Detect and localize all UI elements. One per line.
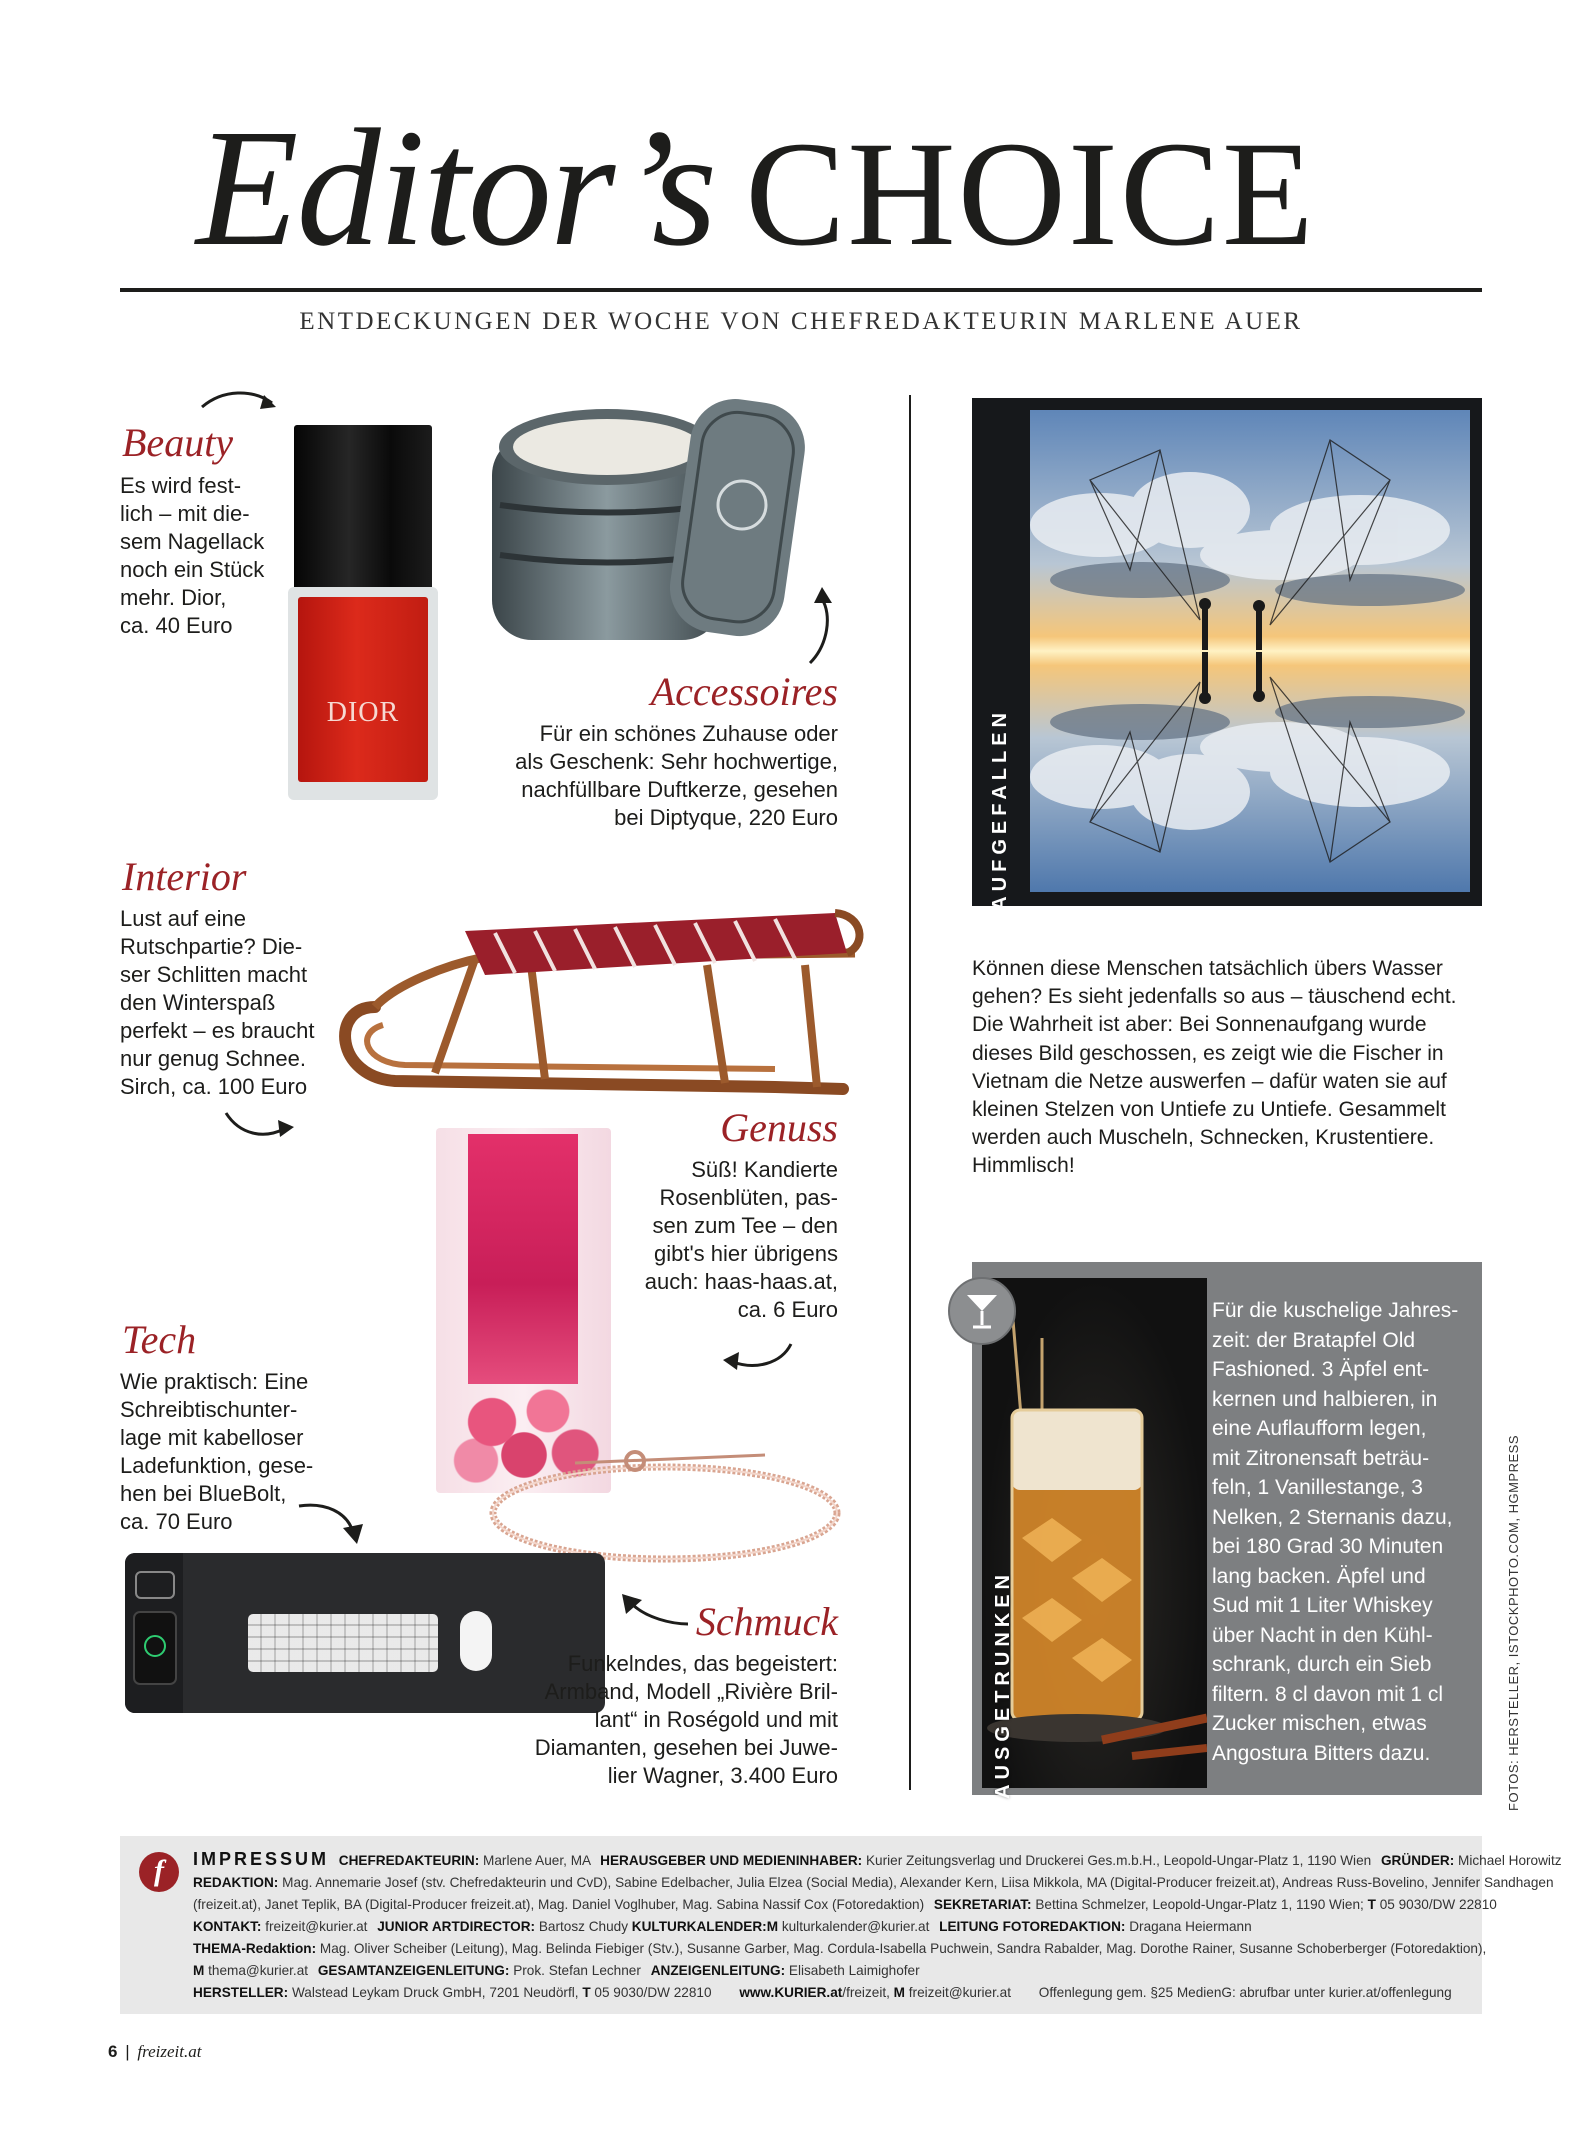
genuss-text — [620, 1156, 838, 1324]
polish-cap — [294, 425, 432, 590]
impressum-value: Mag. Oliver Scheiber (Leitung), Mag. Belinda Fiebiger (Stv.), Susanne Garber, Mag. Cordula-Isabella Puchwein, Sandra Rabalder, Mag. Dorothe Rainer, Susanne Schoberberger (Fotoredaktion), — [319, 1941, 1487, 1956]
ausgetrunken-line: mit Zitronensaft beträu- — [1212, 1446, 1430, 1470]
impressum-line — [193, 1916, 1478, 1938]
accessoires-heading: Accessoires — [650, 669, 838, 714]
impressum-key: T — [1367, 1897, 1376, 1912]
ausgetrunken-line: Fashioned. 3 Äpfel ent- — [1212, 1358, 1430, 1381]
bag-label — [468, 1134, 578, 1384]
aufgefallen-line: Himmlisch! — [972, 1154, 1075, 1178]
beauty-line: noch ein Stück — [120, 557, 265, 582]
impressum-value: thema@kurier.at — [208, 1963, 309, 1978]
impressum-key: GESAMTANZEIGENLEITUNG: — [317, 1963, 510, 1978]
arrow-icon — [222, 1105, 302, 1145]
impressum-value: Offenlegung gem. §25 MedienG: abrufbar unter kurier.at/offenlegung — [1038, 1985, 1452, 2000]
phone — [133, 1611, 177, 1685]
impressum-key: CHEFREDAKTEURIN: — [338, 1853, 480, 1868]
beauty-line: Es wird fest- — [120, 473, 242, 498]
interior-line: Rutschpartie? Die- — [120, 934, 303, 959]
genuss-line: auch: haas-haas.at, — [644, 1269, 838, 1294]
interior-line: den Winterspaß — [120, 990, 276, 1015]
impressum-key: JUNIOR ARTDIRECTOR: — [377, 1919, 536, 1934]
ausgetrunken-line: Nelken, 2 Sternanis dazu, — [1212, 1505, 1453, 1529]
impressum-value: Mag. Annemarie Josef (stv. Chefredakteurin und CvD), Sabine Edelbacher, Julia Elzea (Social Media), Alexander Kern, Liisa Mikkola, MA (Digital-Producer freizeit.at), Andreas Russ-Bovelino, Jennifer Sandhagen — [282, 1875, 1554, 1890]
accessoires-line: bei Diptyque, 220 Euro — [614, 805, 838, 830]
impressum-value: 05 9030/DW 22810 — [1379, 1897, 1497, 1912]
impressum-value: (freizeit.at), Janet Teplik, BA (Digital-Producer freizeit.at), Mag. Daniel Voglhuber, Mag. Sabina Nassif Cox (Fotoredaktion) — [193, 1897, 925, 1912]
aufgefallen-label: AUFGEFALLEN — [989, 708, 1011, 911]
impressum-box — [120, 1836, 1562, 2014]
impressum-key: GRÜNDER: — [1380, 1853, 1455, 1868]
masthead-title — [196, 92, 1396, 292]
ausgetrunken-line: Sud mit 1 Liter Whiskey — [1212, 1594, 1433, 1617]
impressum-value: Marlene Auer, MA — [483, 1853, 591, 1868]
impressum-key: HERAUSGEBER UND MEDIENINHABER: — [600, 1853, 863, 1868]
accessoires-line: Für ein schönes Zuhause oder — [539, 721, 838, 746]
impressum-value: /freizeit, — [842, 1985, 890, 2000]
impressum-line — [193, 1848, 1562, 1872]
ausgetrunken-line: filtern. 8 cl davon mit 1 cl — [1212, 1682, 1444, 1706]
cocktail-icon — [964, 1291, 1000, 1331]
masthead-title-caps: CHOICE — [745, 111, 1316, 277]
freizeit-logo-letter: f — [154, 1854, 164, 1887]
impressum-line — [193, 1938, 1487, 1960]
impressum-value: Walstead Leykam Druck GmbH, 7201 Neudörfl, — [291, 1985, 579, 2000]
genuss-line: gibt's hier übrigens — [654, 1241, 838, 1266]
tech-heading: Tech — [122, 1317, 197, 1362]
impressum-key: HERSTELLER: — [193, 1985, 289, 2000]
ausgetrunken-line: bei 180 Grad 30 Minuten — [1212, 1535, 1444, 1558]
arrow-icon — [198, 385, 288, 425]
impressum-line — [193, 1872, 1554, 1894]
impressum-line — [193, 1894, 1497, 1916]
tech-line: hen bei BlueBolt, — [120, 1481, 287, 1506]
aufgefallen-line: Können diese Menschen tatsächlich übers Wasser — [972, 957, 1443, 980]
photo-credit: FOTOS: HERSTELLER, ISTOCKPHOTO.COM, HGMPRESS — [1506, 1435, 1521, 1811]
page-number: 6 — [108, 2042, 118, 2061]
schmuck-text — [500, 1650, 838, 1790]
impressum-link[interactable]: www.KURIER.at — [739, 1985, 843, 2000]
impressum-value: Prok. Stefan Lechner — [513, 1963, 641, 1978]
ausgetrunken-panel — [972, 1262, 1482, 1799]
impressum-value: freizeit@kurier.at — [265, 1919, 368, 1934]
keyboard — [248, 1614, 438, 1672]
nail-polish-image — [288, 425, 438, 800]
ausgetrunken-label: AUSGETRUNKEN — [992, 1570, 1014, 1799]
schmuck-line: Armband, Modell „Rivière Bril- — [544, 1679, 838, 1704]
beauty-text — [120, 472, 290, 640]
arrow-icon — [800, 585, 850, 670]
ausgetrunken-line: feln, 1 Vanillestange, 3 — [1212, 1476, 1423, 1499]
impressum-value: Kurier Zeitungsverlag und Druckerei Ges.m.b.H., Leopold-Ungar-Platz 1, 1190 Wien — [865, 1853, 1372, 1868]
impressum-key: T — [582, 1985, 591, 2000]
aufgefallen-line: Vietnam die Netze auswerfen – dafür waten sie auf — [972, 1069, 1447, 1093]
charge-indicator-icon — [144, 1635, 166, 1657]
interior-heading: Interior — [122, 854, 247, 899]
ausgetrunken-line: schrank, durch ein Sieb — [1212, 1653, 1432, 1676]
mouse — [460, 1611, 492, 1671]
beauty-line: ca. 40 Euro — [120, 613, 233, 638]
accessoires-line: als Geschenk: Sehr hochwertige, — [515, 749, 838, 774]
impressum-title: IMPRESSUM — [193, 1849, 330, 1869]
column-divider — [909, 395, 911, 1790]
tech-line: lage mit kabelloser — [120, 1425, 304, 1450]
impressum-key: M — [193, 1963, 205, 1978]
freizeit-logo — [139, 1852, 179, 1892]
cocktail-badge — [948, 1277, 1016, 1345]
beauty-line: lich – mit die- — [120, 501, 250, 526]
accessoires-text — [500, 720, 838, 832]
ausgetrunken-line: zeit: der Bratapfel Old — [1212, 1328, 1416, 1352]
schmuck-line: lant“ in Roségold und mit — [594, 1707, 838, 1732]
genuss-line: ca. 6 Euro — [737, 1297, 838, 1322]
candle-image — [480, 385, 830, 650]
impressum-key: SEKRETARIAT: — [933, 1897, 1032, 1912]
masthead-subtitle: ENTDECKUNGEN DER WOCHE VON CHEFREDAKTEURIN MARLENE AUER — [299, 308, 1303, 335]
beauty-line: mehr. Dior, — [120, 585, 227, 610]
impressum-value: 05 9030/DW 22810 — [594, 1985, 712, 2000]
ausgetrunken-text — [1212, 1296, 1474, 1768]
arrow-icon — [295, 1498, 370, 1548]
schmuck-line: lier Wagner, 3.400 Euro — [607, 1763, 838, 1788]
interior-line: Sirch, ca. 100 Euro — [120, 1074, 308, 1099]
aufgefallen-line: dieses Bild geschossen, es zeigt wie die Fischer in — [972, 1041, 1444, 1065]
impressum-value: freizeit@kurier.at — [908, 1985, 1011, 2000]
impressum-key: ANZEIGENLEITUNG: — [650, 1963, 786, 1978]
ausgetrunken-line: über Nacht in den Kühl- — [1212, 1623, 1433, 1647]
tech-line: ca. 70 Euro — [120, 1509, 233, 1534]
ausgetrunken-line: lang backen. Äpfel und — [1212, 1564, 1426, 1588]
impressum-key: M — [893, 1985, 905, 2000]
impressum-line — [193, 1960, 1478, 1982]
impressum-content — [193, 1848, 1562, 2004]
aufgefallen-line: gehen? Es sieht jedenfalls so aus – täuschend echt. — [972, 985, 1457, 1009]
impressum-line — [193, 1982, 1478, 2004]
impressum-key: KONTAKT: — [193, 1919, 262, 1934]
charger-pad — [135, 1571, 175, 1599]
accessoires-line: nachfüllbare Duftkerze, gesehen — [521, 777, 838, 802]
impressum-key: REDAKTION: — [193, 1875, 279, 1890]
footer-separator: | — [125, 2042, 130, 2061]
arrow-icon — [715, 1336, 795, 1376]
aufgefallen-line: kleinen Stelzen von Untiefe zu Untiefe. Gesammelt — [972, 1098, 1446, 1122]
fishermen-photo — [1030, 410, 1470, 892]
impressum-value: Dragana Heiermann — [1129, 1919, 1252, 1934]
interior-line: perfekt – es braucht — [120, 1018, 315, 1043]
ausgetrunken-line: Für die kuschelige Jahres- — [1212, 1299, 1459, 1322]
polish-label: DIOR — [326, 697, 400, 728]
impressum-value: Bartosz Chudy — [538, 1919, 629, 1934]
polish-color — [298, 597, 428, 782]
ausgetrunken-line: kernen und halbieren, in — [1212, 1387, 1438, 1411]
impressum-value: Bettina Schmelzer, Leopold-Ungar-Platz 1, 1190 Wien; — [1035, 1897, 1364, 1912]
interior-line: ser Schlitten macht — [120, 962, 308, 987]
aufgefallen-text — [972, 955, 1492, 1181]
tech-line: Wie praktisch: Eine — [120, 1369, 309, 1394]
impressum-key: M — [766, 1919, 779, 1934]
ausgetrunken-line: eine Auflaufform legen, — [1212, 1417, 1427, 1440]
beauty-heading: Beauty — [122, 420, 234, 465]
interior-line: nur genug Schnee. — [120, 1046, 306, 1071]
genuss-line: Süß! Kandierte — [691, 1157, 838, 1182]
genuss-heading: Genuss — [720, 1105, 838, 1150]
genuss-line: Rosenblüten, pas- — [659, 1185, 838, 1210]
schmuck-line: Funkelndes, das begeistert: — [567, 1651, 838, 1676]
beauty-line: sem Nagellack — [120, 529, 265, 554]
impressum-value: kulturkalender@kurier.at — [781, 1919, 930, 1934]
genuss-line: sen zum Tee – den — [652, 1213, 838, 1238]
impressum-key: KULTURKALENDER: — [631, 1919, 767, 1934]
masthead-title-italic: Editor’s — [196, 95, 716, 281]
cocktail-photo — [982, 1278, 1207, 1788]
impressum-key: LEITUNG FOTOREDAKTION: — [939, 1919, 1126, 1934]
footer-site: freizeit.at — [137, 2042, 202, 2061]
interior-text — [120, 905, 340, 1101]
impressum-value: Elisabeth Laimighofer — [788, 1963, 920, 1978]
ausgetrunken-line: Zucker mischen, etwas — [1212, 1712, 1427, 1735]
interior-line: Lust auf eine — [120, 906, 246, 931]
masthead-rule — [120, 288, 1482, 292]
tech-line: Ladefunktion, gese- — [120, 1453, 314, 1478]
impressum-value: Michael Horowitz — [1458, 1853, 1562, 1868]
cocktail-glass-image — [982, 1278, 1207, 1788]
tech-line: Schreibtischunter- — [120, 1397, 298, 1422]
sled-image — [335, 895, 870, 1105]
page-footer — [108, 2042, 201, 2062]
schmuck-line: Diamanten, gesehen bei Juwe- — [534, 1735, 838, 1760]
ausgetrunken-line: Angostura Bitters dazu. — [1212, 1741, 1431, 1765]
schmuck-heading: Schmuck — [695, 1599, 838, 1644]
polish-bottle — [288, 587, 438, 800]
aufgefallen-photo-frame — [972, 398, 1482, 911]
aufgefallen-line: werden auch Muscheln, Schnecken, Krustentiere. — [972, 1126, 1435, 1150]
impressum-key: THEMA-Redaktion: — [193, 1941, 317, 1956]
aufgefallen-line: Die Wahrheit ist aber: Bei Sonnenaufgang wurde — [972, 1013, 1427, 1037]
